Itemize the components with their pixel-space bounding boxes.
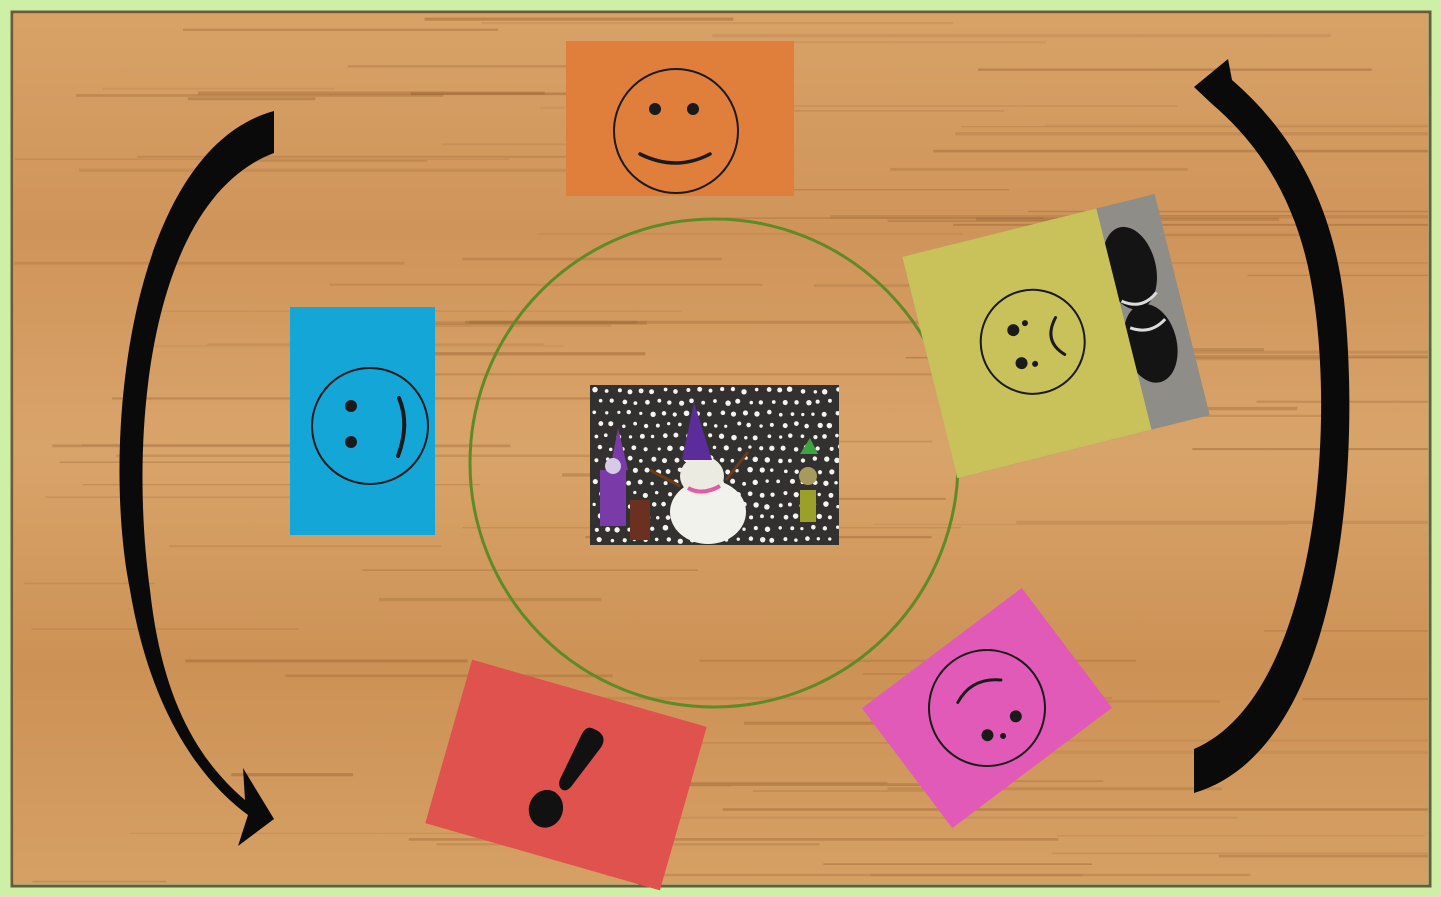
wood-grain-line [185,659,467,662]
wood-grain-line [873,524,1288,525]
snow-dot [701,401,705,405]
snow-dot [777,387,782,392]
wood-grain-line [537,233,963,235]
snow-dot [759,446,763,450]
snow-dot [769,538,774,543]
snow-dot [765,479,768,482]
snow-dot [769,446,774,451]
snow-dot [595,435,599,439]
snow-dot [720,387,724,391]
snow-dot [667,537,671,541]
snow-dot [675,458,680,463]
snow-dot [656,424,660,428]
snow-dot [755,388,759,392]
snow-dot [713,446,717,450]
snow-dot [828,537,831,540]
wood-grain-line [753,790,924,791]
snow-dot [814,390,817,393]
snow-dot [673,433,678,438]
snow-dot [650,527,654,531]
snow-dot [760,514,764,518]
wood-grain-line [723,808,1437,811]
snow-dot [644,424,648,428]
snow-dot [604,433,608,437]
snow-dot [817,537,820,540]
snow-dot [759,424,762,427]
snow-dot [731,411,736,416]
wood-grain-line [1057,835,1424,836]
snow-dot [731,459,735,463]
snow-dot [779,526,782,529]
wood-grain-line [1248,275,1441,276]
snow-dot [765,527,770,532]
snow-dot [631,445,636,450]
snow-dot [834,458,840,464]
snow-dot [822,389,827,394]
snow-dot [592,410,596,414]
snow-dot [595,528,599,532]
snow-dot [822,412,827,417]
wood-grain-line [1219,855,1441,858]
snow-dot [719,434,724,439]
snow-dot [650,412,655,417]
snow-dot [776,479,780,483]
snow-dot [779,435,782,438]
snow-dot [598,421,603,426]
snow-dot [697,387,702,392]
snow-dot [611,539,615,543]
snow-dot [759,400,763,404]
snow-dot [605,527,610,532]
snow-dot [629,435,632,438]
snow-dot [828,493,833,498]
snow-dot [707,412,712,417]
snow-dot [678,423,682,427]
snow-dot [783,423,788,428]
snow-dot [610,398,614,402]
snow-dot [709,389,713,393]
wood-grain-line [362,570,698,571]
snow-dot [663,525,669,531]
snow-dot [678,539,683,544]
wood-grain-line [130,833,462,834]
snow-dot [823,481,828,486]
orange-card[interactable] [566,41,794,196]
wood-grain-line [463,258,722,261]
wood-grain-line [712,34,1330,37]
snow-dot [753,480,758,485]
wood-grain-line [599,817,1237,819]
snow-dot [650,482,654,486]
snow-dot [737,537,740,540]
snow-dot [609,448,613,452]
wood-grain-line [14,262,404,265]
snow-dot [599,399,603,403]
wood-grain-line [953,224,1441,226]
snow-dot [822,434,827,439]
snow-dot [639,459,643,463]
snow-dot [794,400,798,404]
snow-dot [816,400,820,404]
snow-dot [655,538,659,542]
snow-dot [749,515,753,519]
snow-dot [592,503,595,506]
wood-grain-line [15,159,509,160]
snow-dot [731,435,737,441]
wood-grain-line [103,88,335,90]
snow-dot [721,411,726,416]
snow-dot [747,467,753,473]
snow-dot [639,388,644,393]
snow-dot [749,401,753,405]
wood-grain-line [188,97,316,100]
snow-dot [801,413,804,416]
snow-dot [829,469,834,474]
snow-dot [703,422,707,426]
snow-dot [735,399,740,404]
snow-dot [823,526,827,530]
wood-grain-line [933,150,1441,153]
snow-dot [592,387,597,392]
snow-dot [679,401,684,406]
wood-grain-line [890,168,1188,171]
snow-dot [828,515,832,519]
wood-grain-line [1052,853,1441,855]
snow-dot [626,481,631,486]
snow-dot [824,456,829,461]
snow-dot [811,413,814,416]
snow-dot [794,492,799,497]
wood-grain-line [379,598,601,601]
snow-dot [772,400,776,404]
snow-dot [801,434,805,438]
snow-dot [663,433,668,438]
wood-grain-line [1303,698,1441,700]
snow-dot [608,421,613,426]
snow-dot [725,400,730,405]
snow-dot [795,470,799,474]
snow-dot [689,398,694,403]
snow-dot [781,446,786,451]
snow-dot [767,387,772,392]
snow-dot [668,492,672,496]
snow-dot [818,423,823,428]
snow-dot [655,491,659,495]
snow-dot [731,387,735,391]
snow-dot [770,423,774,427]
snow-dot [788,503,792,507]
snow-dot [667,446,673,452]
snow-dot [651,435,654,438]
snow-dot [790,526,794,530]
snow-dot [800,527,803,530]
snow-dot [794,538,798,542]
blue-card[interactable] [290,307,435,535]
snow-dot [598,445,603,450]
snow-dot [806,400,811,405]
snow-dot [714,424,718,428]
snow-dot [644,447,648,451]
snow-dot [760,537,765,542]
snow-dot [813,435,817,439]
snow-dot [754,526,758,530]
snow-dot [614,527,619,532]
snow-dot [753,435,758,440]
snow-dot [622,425,626,429]
snow-dot [817,493,820,496]
snow-dot [791,412,795,416]
snow-dot [754,411,759,416]
snow-dot [813,456,817,460]
snow-dot [741,389,746,394]
snow-dot [597,537,602,542]
snow-dot [627,410,631,414]
snow-dot [661,502,666,507]
snow-dot [779,413,783,417]
snow-dot [764,504,770,510]
wood-grain-line [32,881,166,883]
snow-dot [835,434,839,438]
snow-dot [664,388,668,392]
snow-dot [673,389,678,394]
snow-dot [618,388,622,392]
snow-dot [662,411,667,416]
snow-dot [640,434,645,439]
snow-dot [667,400,671,404]
snow-dot [765,457,770,462]
snow-dot [768,434,772,438]
snow-dot [742,482,746,486]
wood-grain-line [183,29,498,31]
snow-dot [770,515,774,519]
snow-dot [743,410,748,415]
snow-dot [645,400,650,405]
snow-dot [783,537,787,541]
snow-dot [828,399,832,403]
snow-dot [753,502,758,507]
snow-dot [605,389,609,393]
snow-dot [788,433,793,438]
snow-dot [793,513,798,518]
snow-dot [667,422,670,425]
wood-grain-line [871,874,1083,877]
snow-dot [593,479,598,484]
snow-dot [787,386,792,391]
snow-dot [633,491,636,494]
wood-grain-line [482,22,953,24]
snow-dot [784,515,789,520]
snow-dot [827,423,832,428]
snow-dot [720,458,725,463]
snow-dot [713,399,717,403]
snow-dot [662,458,667,463]
snow-dot [783,400,788,405]
wood-grain-line [978,68,1372,70]
snow-dot [633,468,638,473]
snow-dot [816,446,820,450]
snow-dot [834,481,838,485]
snow-dot [652,502,657,507]
snow-dot [767,410,772,415]
snow-dot [605,411,608,414]
snow-dot [737,421,741,425]
snow-dot [770,468,774,472]
snow-dot [794,447,799,452]
snow-dot [664,481,668,485]
snow-dot [746,423,751,428]
wood-grain-line [961,126,1441,127]
snow-dot [708,433,712,437]
snow-dot [658,447,661,450]
snow-dot [686,388,690,392]
snow-dot [836,526,839,529]
snow-dot [744,436,747,439]
snow-dot [738,447,742,451]
wood-grain-line [169,545,441,547]
snow-dot [633,401,637,405]
snow-dot [643,493,648,498]
snow-dot [778,459,783,464]
snow-dot [649,389,654,394]
wood-grain-line [425,18,734,21]
snow-dot [804,424,809,429]
snow-dot [617,411,620,414]
snow-dot [633,422,637,426]
snow-dot [823,501,829,507]
snow-dot [673,412,677,416]
snow-dot [760,493,765,498]
snow-dot [656,516,660,520]
snow-dot [742,528,745,531]
snow-dot [783,491,787,495]
snow-dot [724,445,729,450]
snow-dot [628,456,633,461]
wood-grain-line [31,628,298,629]
snow-dot [638,479,643,484]
snow-dot [645,468,650,473]
snow-dot [749,536,753,540]
snow-dot [788,459,792,463]
wood-grain-line [1192,448,1441,450]
snow-dot [779,503,783,507]
snow-dot [684,410,690,416]
snow-dot [801,458,805,462]
snow-dot [748,491,753,496]
snow-dot [760,467,765,472]
snow-dot [818,470,822,474]
snow-dot [680,446,685,451]
snow-dot [623,538,627,542]
snow-dot [666,515,671,520]
wood-grain-line [1016,521,1441,524]
snow-dot [790,479,795,484]
snow-dot [784,469,788,473]
snow-dot [811,525,816,530]
snow-dot [830,447,834,451]
snow-dot [666,469,671,474]
snow-dot [801,389,806,394]
snow-dot [657,399,661,403]
snow-dot [724,425,727,428]
snow-dot [748,445,751,448]
snow-dot [805,536,810,541]
wood-grain-line [231,773,353,776]
snow-dot [817,514,822,519]
snow-dot [794,421,799,426]
snowman-drawing[interactable] [590,385,846,545]
snow-dot [730,479,735,484]
wood-grain-line [285,674,612,677]
snow-dot [639,412,642,415]
wood-grain-line [955,132,1428,135]
snow-dot [627,389,632,394]
wood-grain-line [823,863,1092,865]
snow-dot [594,458,598,462]
snow-dot [651,457,656,462]
snow-dot [623,400,628,405]
snow-dot [753,457,758,462]
snow-dot [770,493,774,497]
